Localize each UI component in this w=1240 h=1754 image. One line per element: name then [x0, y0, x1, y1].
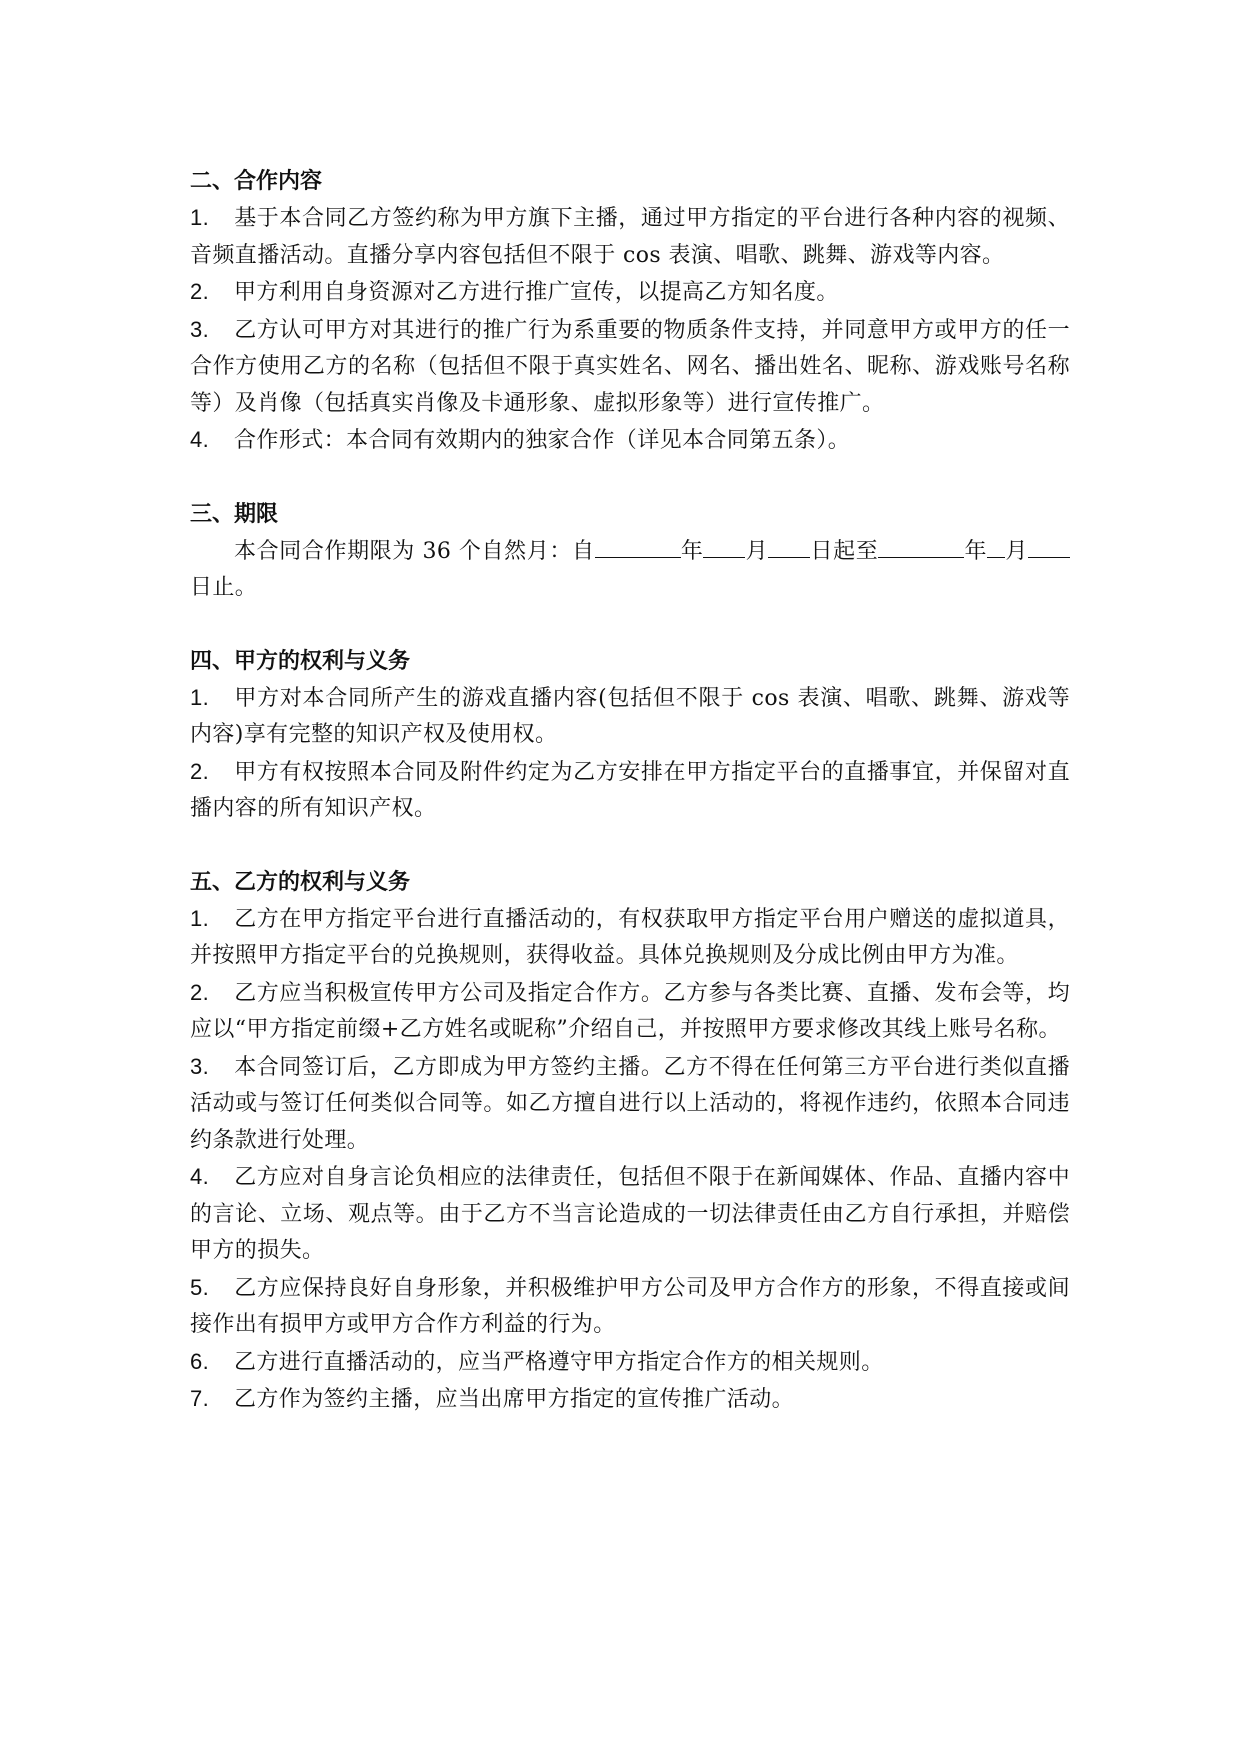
item-number: 5. [190, 1274, 210, 1300]
end-day-blank[interactable] [1028, 533, 1070, 558]
year-label: 年 [964, 538, 988, 564]
section-heading: 四、甲方的权利与义务 [190, 648, 411, 674]
item-text: 乙方应保持良好自身形象，并积极维护甲方公司及甲方合作方的形象，不得直接或间接作出有损甲方或甲方合作方利益的行为。 [190, 1275, 1070, 1337]
start-month-blank[interactable] [703, 533, 745, 558]
item-number: 1. [190, 205, 210, 230]
term-prefix: 本合同合作期限为 36 个自然月：自 [234, 538, 595, 564]
item-text: 甲方对本合同所产生的游戏直播内容(包括但不限于 cos 表演、唱歌、跳舞、游戏等内容)享有完整的知识产权及使用权。 [190, 685, 1070, 747]
section-party-b-rights [190, 865, 1070, 1419]
list-item [190, 422, 1070, 460]
item-text: 乙方应当积极宣传甲方公司及指定合作方。乙方参与各类比赛、直播、发布会等，均应以“甲方指定前缀+乙方姓名或昵称”介绍自己，并按照甲方要求修改其线上账号名称。 [190, 980, 1070, 1042]
list-item [190, 754, 1070, 828]
end-month-blank[interactable] [987, 533, 1005, 558]
list-item [190, 274, 1070, 312]
list-item [190, 312, 1070, 423]
item-text: 乙方作为签约主播，应当出席甲方指定的宣传推广活动。 [234, 1387, 795, 1412]
item-text: 乙方在甲方指定平台进行直播活动的，有权获取甲方指定平台用户赠送的虚拟道具，并按照甲方指定平台的兑换规则，获得收益。具体兑换规则及分成比例由甲方为准。 [190, 906, 1070, 968]
term-paragraph [190, 533, 1070, 607]
item-text: 乙方应对自身言论负相应的法律责任，包括但不限于在新闻媒体、作品、直播内容中的言论、立场、观点等。由于乙方不当言论造成的一切法律责任由乙方自行承担，并赔偿甲方的损失。 [190, 1165, 1070, 1263]
month-label: 月 [1005, 538, 1028, 564]
item-number: 2. [190, 279, 210, 304]
item-number: 3. [190, 1053, 210, 1079]
list-item [190, 680, 1070, 754]
item-number: 1. [190, 684, 210, 710]
end-year-blank[interactable] [878, 533, 964, 558]
item-number: 3. [190, 316, 210, 342]
list-item [190, 200, 1070, 274]
start-year-blank[interactable] [595, 533, 681, 558]
day-label: 日起至 [810, 538, 879, 564]
list-item [190, 975, 1070, 1049]
month-label: 月 [745, 538, 769, 564]
item-number: 1. [190, 905, 210, 931]
item-text: 乙方认可甲方对其进行的推广行为系重要的物质条件支持，并同意甲方或甲方的任一合作方使用乙方的名称（包括但不限于真实姓名、网名、播出姓名、昵称、游戏账号名称等）及肖像（包括真实肖像及卡通形象、虚拟形象等）进行宣传推广。 [190, 317, 1070, 416]
item-text: 甲方利用自身资源对乙方进行推广宣传，以提高乙方知名度。 [234, 280, 839, 305]
section-term [190, 497, 1070, 607]
list-item [190, 901, 1070, 975]
item-number: 4. [190, 427, 210, 452]
start-day-blank[interactable] [768, 533, 810, 558]
list-item [190, 1049, 1070, 1160]
item-text: 乙方进行直播活动的，应当严格遵守甲方指定合作方的相关规则。 [234, 1349, 884, 1375]
section-party-a-rights [190, 644, 1070, 828]
item-number: 7. [190, 1386, 210, 1411]
item-number: 2. [190, 979, 210, 1005]
list-item [190, 1344, 1070, 1382]
item-number: 4. [190, 1164, 210, 1189]
section-heading: 三、期限 [190, 501, 279, 527]
item-number: 2. [190, 758, 210, 784]
item-text: 基于本合同乙方签约称为甲方旗下主播，通过甲方指定的平台进行各种内容的视频、音频直播活动。直播分享内容包括但不限于 cos 表演、唱歌、跳舞、游戏等内容。 [190, 206, 1070, 268]
item-text: 本合同签订后，乙方即成为甲方签约主播。乙方不得在任何第三方平台进行类似直播活动或与签订任何类似合同等。如乙方擅自进行以上活动的，将视作违约，依照本合同违约条款进行处理。 [190, 1054, 1070, 1153]
list-item [190, 1270, 1070, 1344]
item-number: 6. [190, 1348, 210, 1374]
section-heading: 五、乙方的权利与义务 [190, 869, 411, 895]
day-label: 日止。 [190, 575, 258, 600]
item-text: 甲方有权按照本合同及附件约定为乙方安排在甲方指定平台的直播事宜，并保留对直播内容的所有知识产权。 [190, 759, 1070, 821]
item-text: 合作形式：本合同有效期内的独家合作（详见本合同第五条）。 [234, 428, 851, 453]
year-label: 年 [680, 538, 704, 564]
list-item [190, 1159, 1070, 1270]
document-body [190, 164, 1070, 1419]
section-heading: 二、合作内容 [190, 169, 323, 194]
list-item [190, 1381, 1070, 1419]
section-cooperation [190, 164, 1070, 460]
